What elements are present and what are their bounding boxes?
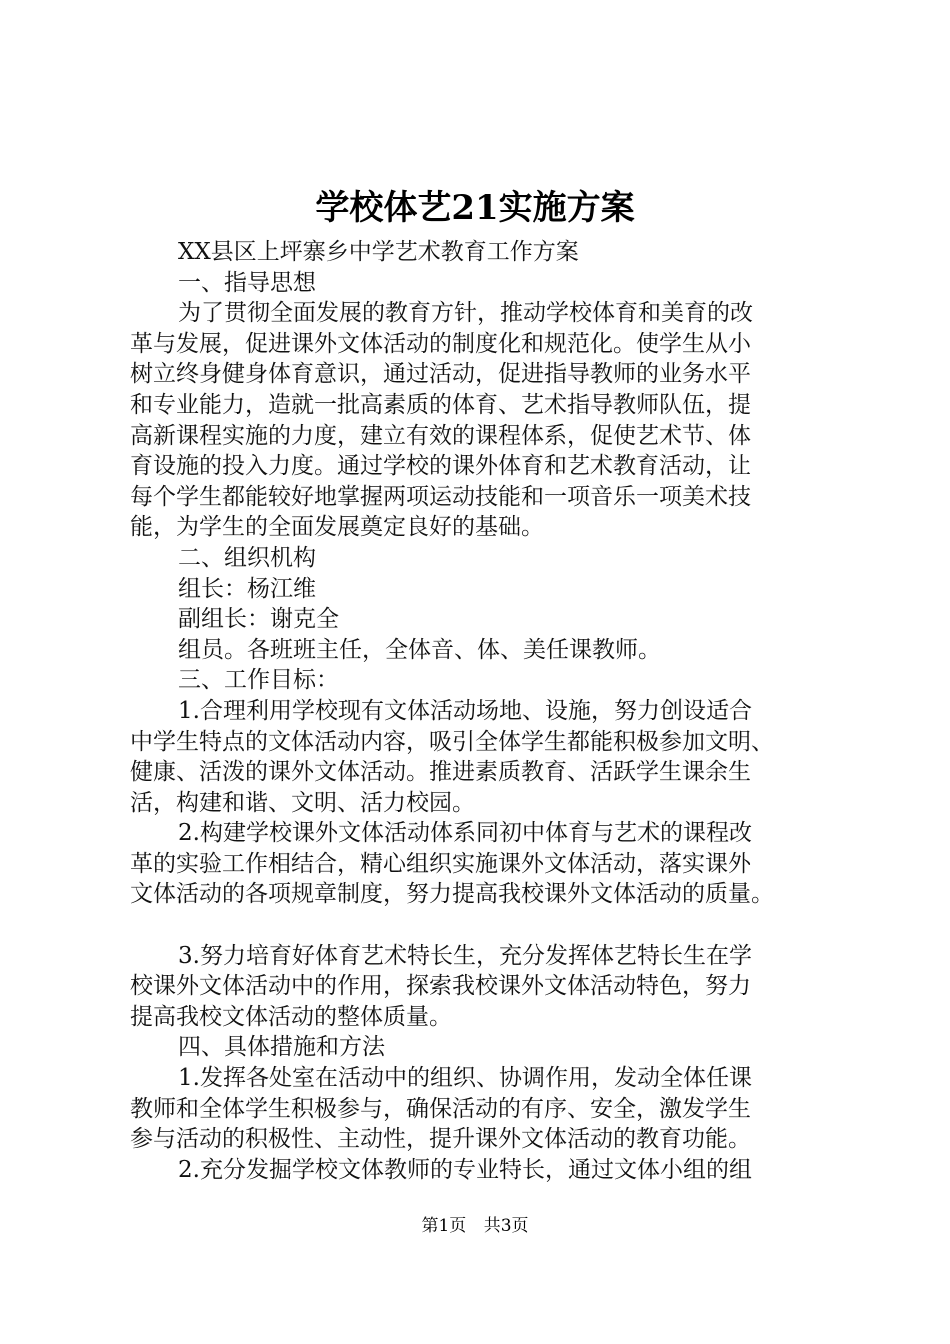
text-line: 1.合理利用学校现有文体活动场地、设施，努力创设适合 (178, 697, 752, 724)
text-line: 组长：杨江维 (178, 575, 316, 602)
text-line: 2.构建学校课外文体活动体系同初中体育与艺术的课程改 (178, 820, 752, 847)
text-line: 2.充分发掘学校文体教师的专业特长，通过文体小组的组 (178, 1156, 752, 1183)
text-line: 一、指导思想 (178, 269, 316, 296)
text-line: 健康、活泼的课外文体活动。推进素质教育、活跃学生课余生 (130, 759, 751, 786)
text-line: 为了贯彻全面发展的教育方针，推动学校体育和美育的改 (178, 300, 753, 327)
text-line: 四、具体措施和方法 (178, 1034, 385, 1061)
document-body (130, 237, 850, 1185)
text-line: 革与发展，促进课外文体活动的制度化和规范化。使学生从小 (130, 330, 751, 357)
text-line: 育设施的投入力度。通过学校的课外体育和艺术教育活动，让 (130, 453, 751, 480)
text-line: 教师和全体学生积极参与，确保活动的有序、安全，激发学生 (130, 1095, 751, 1122)
text-line: 活，构建和谐、文明、活力校园。 (130, 789, 475, 816)
text-line: 校课外文体活动中的作用，探索我校课外文体活动特色，努力 (130, 973, 751, 1000)
text-line: 能，为学生的全面发展奠定良好的基础。 (130, 514, 544, 541)
text-line: 高新课程实施的力度，建立有效的课程体系，促使艺术节、体 (130, 422, 751, 449)
text-line: 革的实验工作相结合，精心组织实施课外文体活动，落实课外 (130, 850, 751, 877)
text-line: 提高我校文体活动的整体质量。 (130, 1003, 452, 1030)
blank-line (130, 910, 850, 941)
text-line: 三、工作目标： (178, 667, 339, 694)
text-line: 二、组织机构 (178, 544, 316, 571)
text-line: 中学生特点的文体活动内容，吸引全体学生都能积极参加文明、 (130, 728, 774, 755)
text-line: 3.努力培育好体育艺术特长生，充分发挥体艺特长生在学 (178, 942, 752, 969)
document-title: 学校体艺21实施方案 (315, 188, 635, 228)
page-number: 第1页 (421, 1216, 467, 1236)
text-line: 参与活动的积极性、主动性，提升课外文体活动的教育功能。 (130, 1126, 751, 1153)
text-line: 树立终身健身体育意识，通过活动，促进指导教师的业务水平 (130, 361, 751, 388)
text-line: 和专业能力，造就一批高素质的体育、艺术指导教师队伍，提 (130, 391, 751, 418)
text-line: 组员。各班班主任，全体音、体、美任课教师。 (178, 636, 661, 663)
text-line: XX县区上坪寨乡中学艺术教育工作方案 (178, 239, 579, 265)
page-total: 共3页 (483, 1216, 529, 1236)
text-line: 1.发挥各处室在活动中的组织、协调作用，发动全体任课 (178, 1065, 752, 1092)
text-line: 文体活动的各项规章制度，努力提高我校课外文体活动的质量。 (130, 881, 774, 908)
page-footer (0, 1214, 950, 1238)
text-line: 副组长：谢克全 (178, 606, 339, 633)
text-line: 每个学生都能较好地掌握两项运动技能和一项音乐一项美术技 (130, 483, 751, 510)
